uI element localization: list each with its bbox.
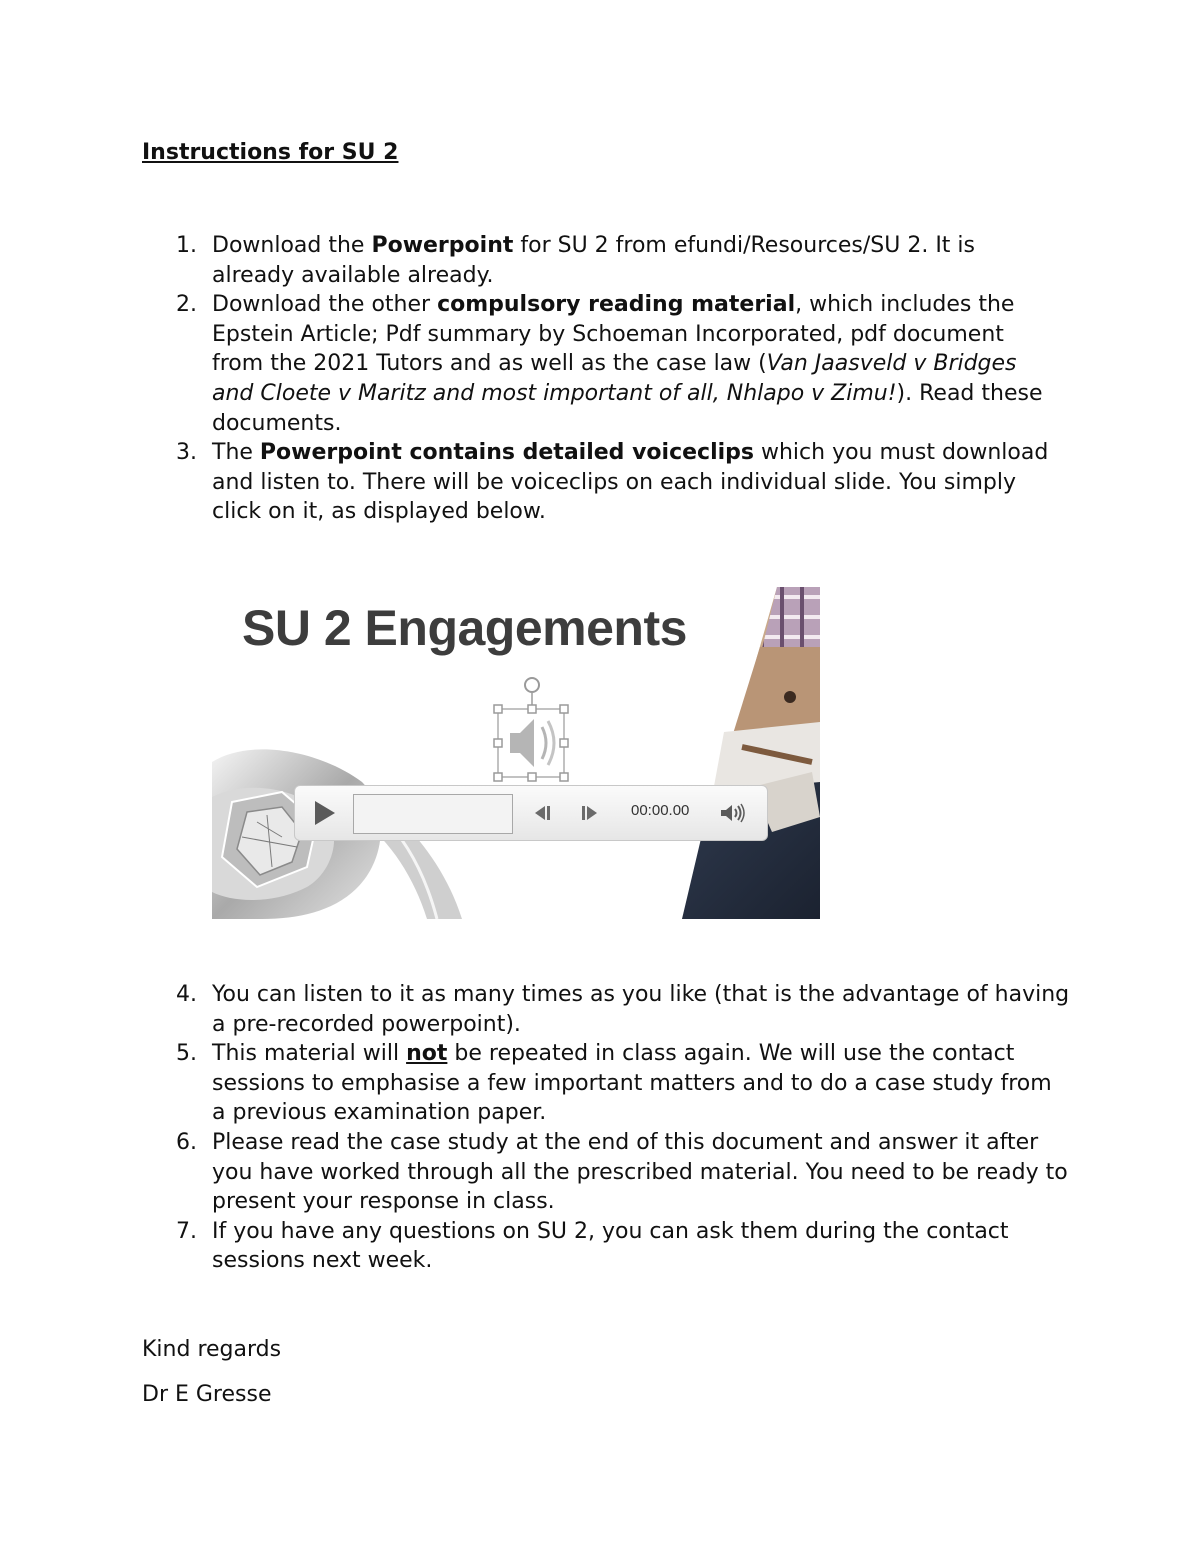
signature: Dr E Gresse [142, 1382, 272, 1407]
list-number: 5. [176, 1041, 197, 1067]
list-number: 2. [176, 292, 197, 318]
slide-title: SU 2 Engagements [242, 600, 687, 656]
item-bold-text: Powerpoint [371, 233, 514, 258]
item-text: The [212, 440, 260, 466]
item-text: Download the [212, 233, 372, 258]
list-item [142, 1217, 1072, 1276]
item-text: If you have any questions on SU 2, you can ask them during the contact sessions next week. [212, 1218, 1009, 1274]
instructions-list-part1 [142, 231, 1062, 527]
rotate-handle-icon[interactable] [525, 678, 539, 692]
item-text: , which includes the Epstein Article; Pdf summary by Schoeman Incorporated, pdf document from the 2021 Tutors and as well as the case law ( [212, 292, 1015, 377]
audio-clip-object[interactable] [488, 673, 578, 793]
list-item [142, 1039, 1072, 1128]
playback-time: 00:00.00 [631, 802, 690, 819]
volume-icon[interactable] [719, 802, 747, 824]
students-photo [682, 587, 820, 919]
item-text: which you must download and listen to. There will be voiceclips on each individual slide. You simply click on it, as displayed below. [212, 440, 1049, 525]
item-text: Please read the case study at the end of this document and answer it after you have worked through all the prescribed material. You need to be ready to present your response in class. [212, 1129, 1068, 1215]
item-emphasis-text: not [406, 1041, 448, 1067]
page-title: Instructions for SU 2 [142, 140, 399, 165]
list-number: 7. [176, 1218, 197, 1244]
seek-bar[interactable] [353, 794, 513, 834]
item-bold-text: compulsory reading material [437, 292, 796, 318]
item-text: This material will [212, 1041, 407, 1067]
list-item [142, 1128, 1072, 1217]
item-italic-text: Van Jaasveld v Bridges and Cloete v Maritz and most important of all, Nhlapo v Zimu! [212, 351, 1017, 406]
list-number: 1. [176, 233, 197, 258]
list-number: 4. [176, 982, 197, 1007]
audio-player-bar [294, 785, 768, 841]
play-icon[interactable] [309, 798, 339, 828]
slide-image [212, 587, 820, 919]
instructions-list-part2 [142, 980, 1072, 1276]
speaker-icon [510, 719, 554, 767]
item-text: ). Read these documents. [212, 380, 1043, 436]
item-text: Download the other [212, 292, 438, 318]
list-item [142, 290, 1062, 438]
item-text: for SU 2 from efundi/Resources/SU 2. It is already available already. [212, 233, 975, 288]
list-item [142, 980, 1072, 1039]
item-bold-text: Powerpoint contains detailed voiceclips [259, 440, 754, 466]
item-text: be repeated in class again. We will use the contact sessions to emphasise a few important matters and to do a case study from a previous examination paper. [212, 1041, 1052, 1126]
closing-text: Kind regards [142, 1337, 282, 1362]
list-item [142, 438, 1062, 527]
list-number: 3. [176, 440, 197, 466]
list-number: 6. [176, 1129, 197, 1155]
list-item [142, 231, 1062, 290]
item-text: You can listen to it as many times as you like (that is the advantage of having a pre-recorded powerpoint). [212, 982, 1070, 1037]
skip-back-icon[interactable] [531, 803, 553, 823]
skip-forward-icon[interactable] [579, 803, 601, 823]
